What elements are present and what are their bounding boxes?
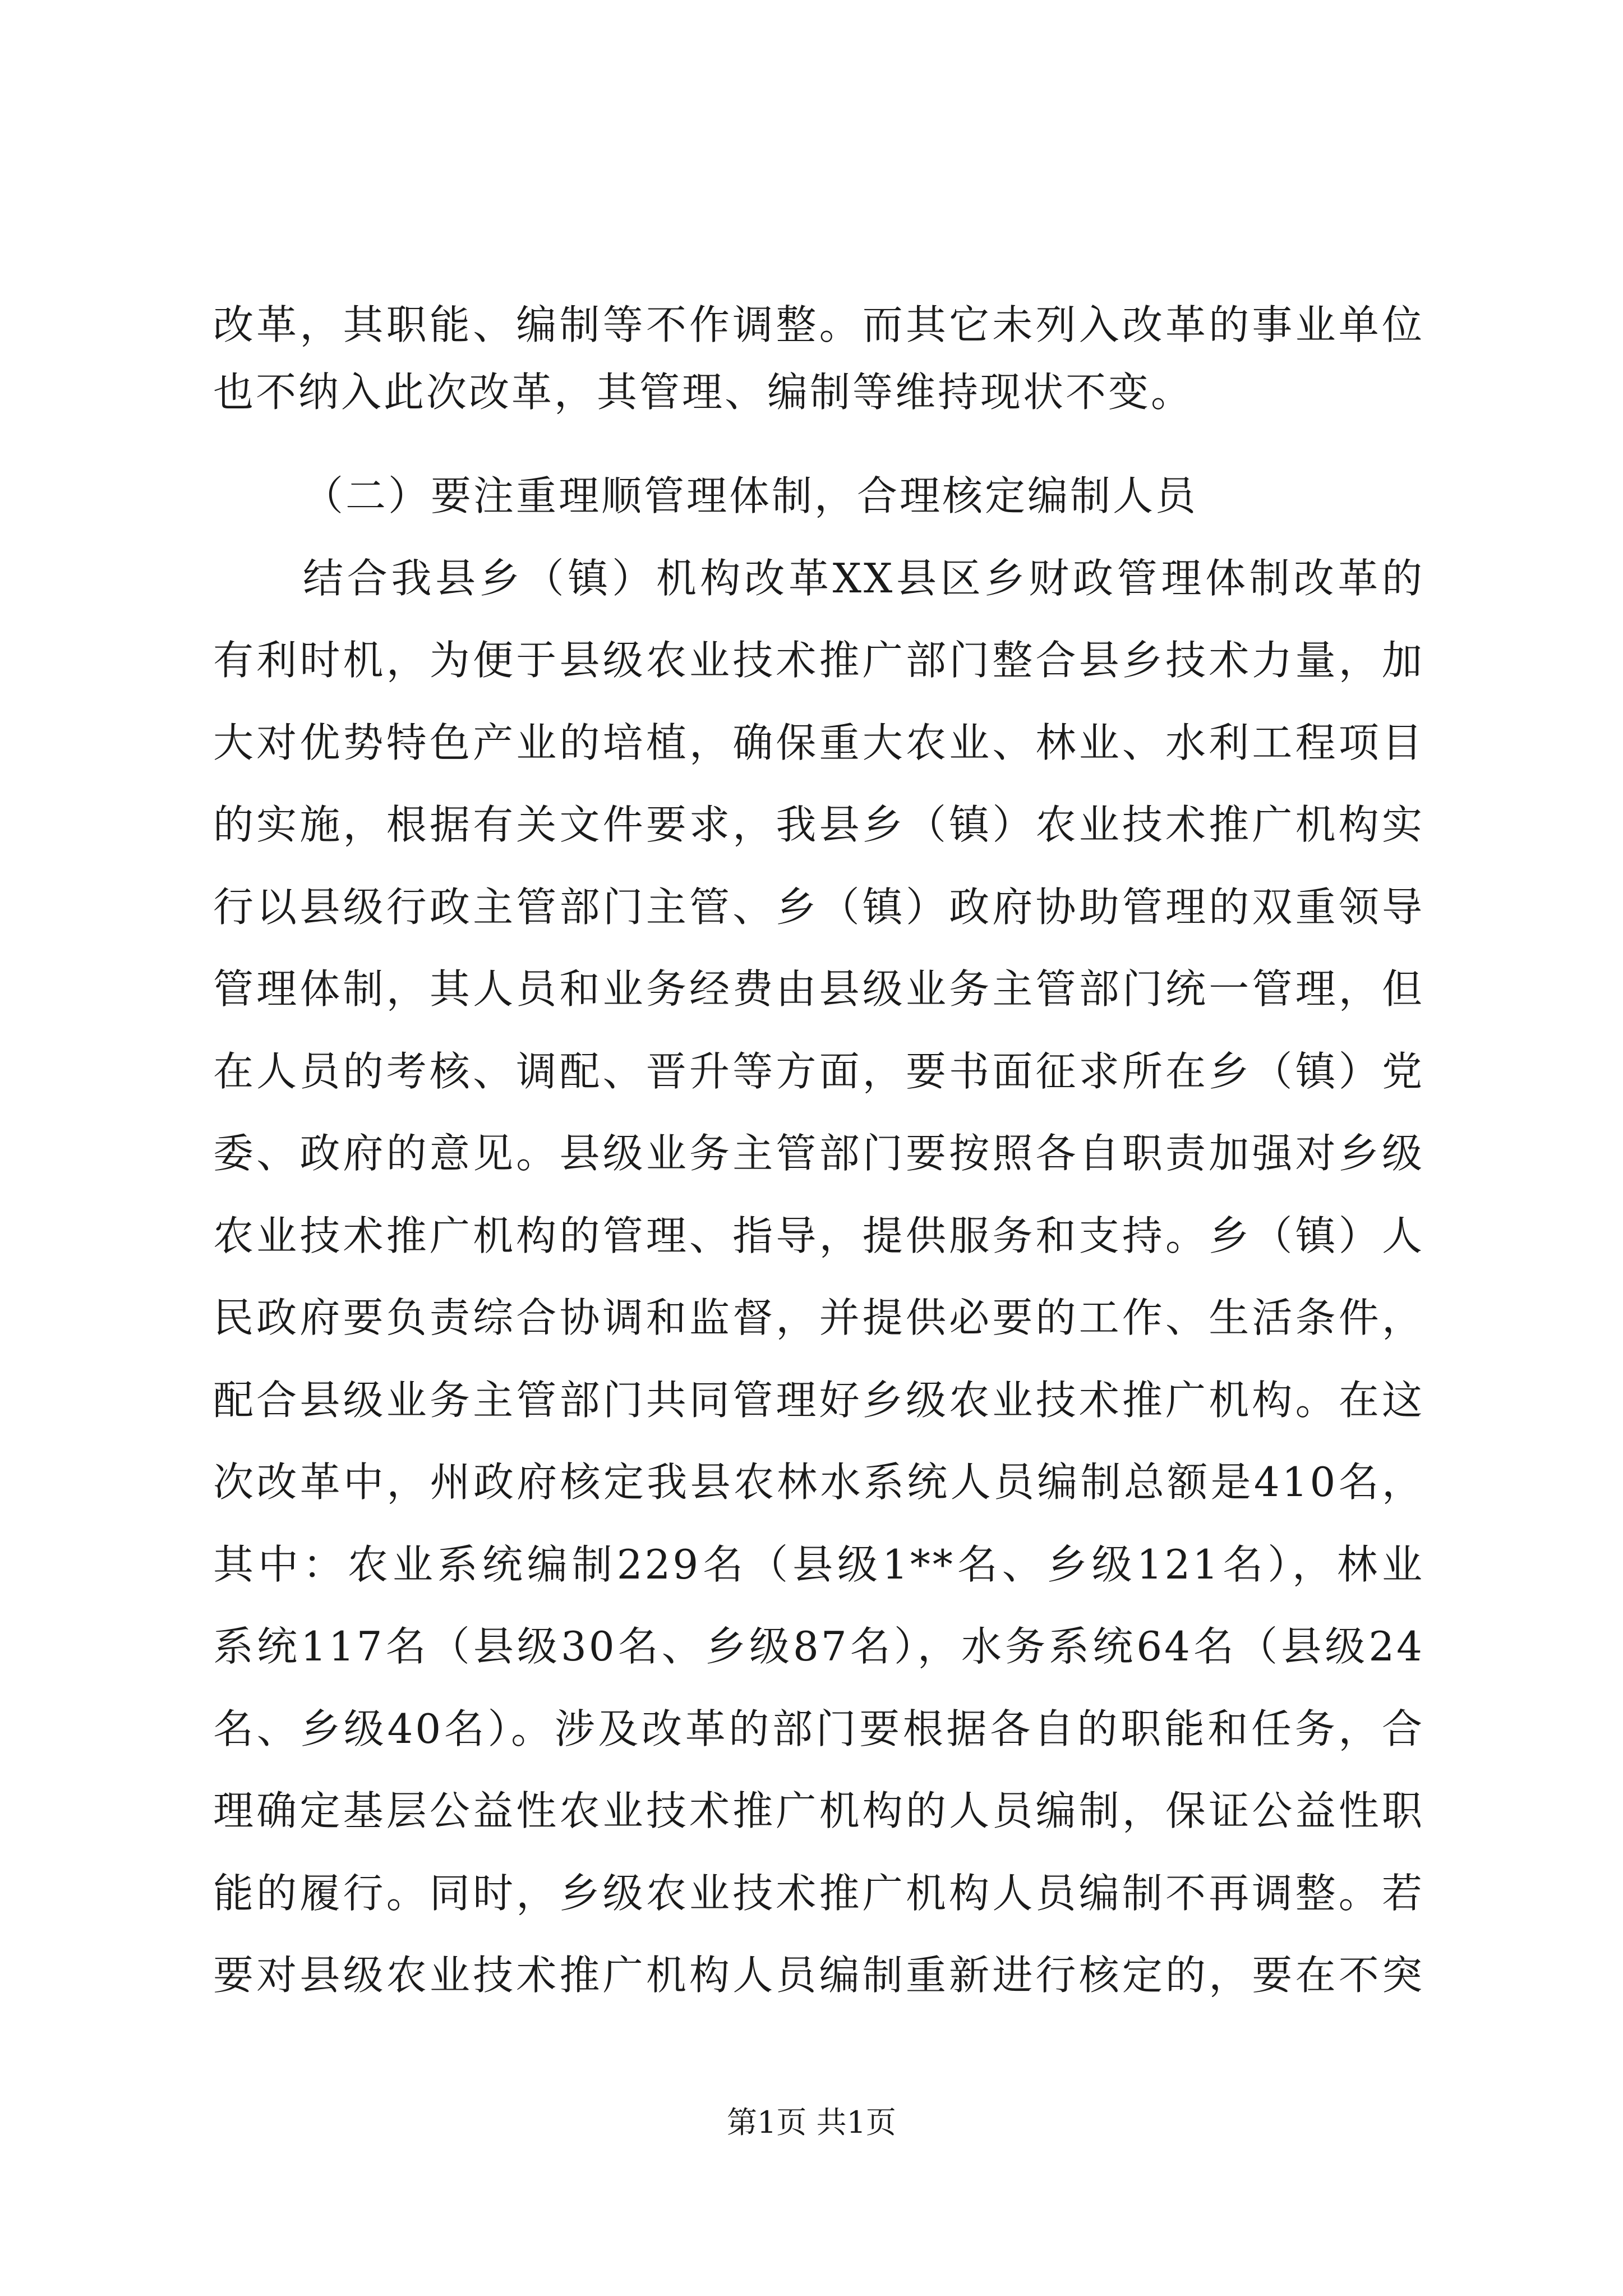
- body-line-10: 在人员的考核、调配、晋升等方面，要书面征求所在乡（镇）党: [213, 1048, 1424, 1095]
- body-line-12: 农业技术推广机构的管理、指导，提供服务和支持。乡（镇）人: [213, 1212, 1424, 1259]
- body-line-6: 大对优势特色产业的培植，确保重大农业、林业、水利工程项目: [213, 719, 1424, 766]
- body-line-17: 系统117名（县级30名、乡级87名），水务系统64名（县级24: [213, 1623, 1424, 1670]
- body-line-2: 也不纳入此次改革，其管理、编制等维持现状不变。: [213, 369, 1194, 416]
- body-line-13: 民政府要负责综合协调和监督，并提供必要的工作、生活条件，: [213, 1294, 1424, 1341]
- body-line-20: 能的履行。同时，乡级农业技术推广机构人员编制不再调整。若: [213, 1870, 1424, 1917]
- body-line-16: 其中：农业系统编制229名（县级1**名、乡级121名），林业: [213, 1541, 1424, 1588]
- body-line-18: 名、乡级40名）。涉及改革的部门要根据各自的职能和任务，合: [213, 1705, 1424, 1752]
- body-line-14: 配合县级业务主管部门共同管理好乡级农业技术推广机构。在这: [213, 1377, 1424, 1424]
- body-line-5: 有利时机，为便于县级农业技术推广部门整合县乡技术力量，加: [213, 637, 1424, 684]
- body-line-1: 改革，其职能、编制等不作调整。而其它未列入改革的事业单位: [213, 301, 1424, 348]
- body-line-8: 行以县级行政主管部门主管、乡（镇）政府协助管理的双重领导: [213, 884, 1424, 931]
- section-heading: （二）要注重理顺管理体制，合理核定编制人员: [303, 472, 1198, 519]
- body-line-9: 管理体制，其人员和业务经费由县级业务主管部门统一管理，但: [213, 965, 1424, 1013]
- body-line-4: 结合我县乡（镇）机构改革XX县区乡财政管理体制改革的: [303, 555, 1424, 602]
- body-line-15: 次改革中，州政府核定我县农林水系统人员编制总额是410名，: [213, 1458, 1424, 1506]
- body-line-19: 理确定基层公益性农业技术推广机构的人员编制，保证公益性职: [213, 1787, 1424, 1834]
- body-line-7: 的实施，根据有关文件要求，我县乡（镇）农业技术推广机构实: [213, 801, 1424, 848]
- body-line-21: 要对县级农业技术推广机构人员编制重新进行核定的，要在不突: [213, 1952, 1424, 1999]
- page-footer: 第1页 共1页: [727, 2105, 896, 2140]
- body-line-11: 委、政府的意见。县级业务主管部门要按照各自职责加强对乡级: [213, 1130, 1424, 1177]
